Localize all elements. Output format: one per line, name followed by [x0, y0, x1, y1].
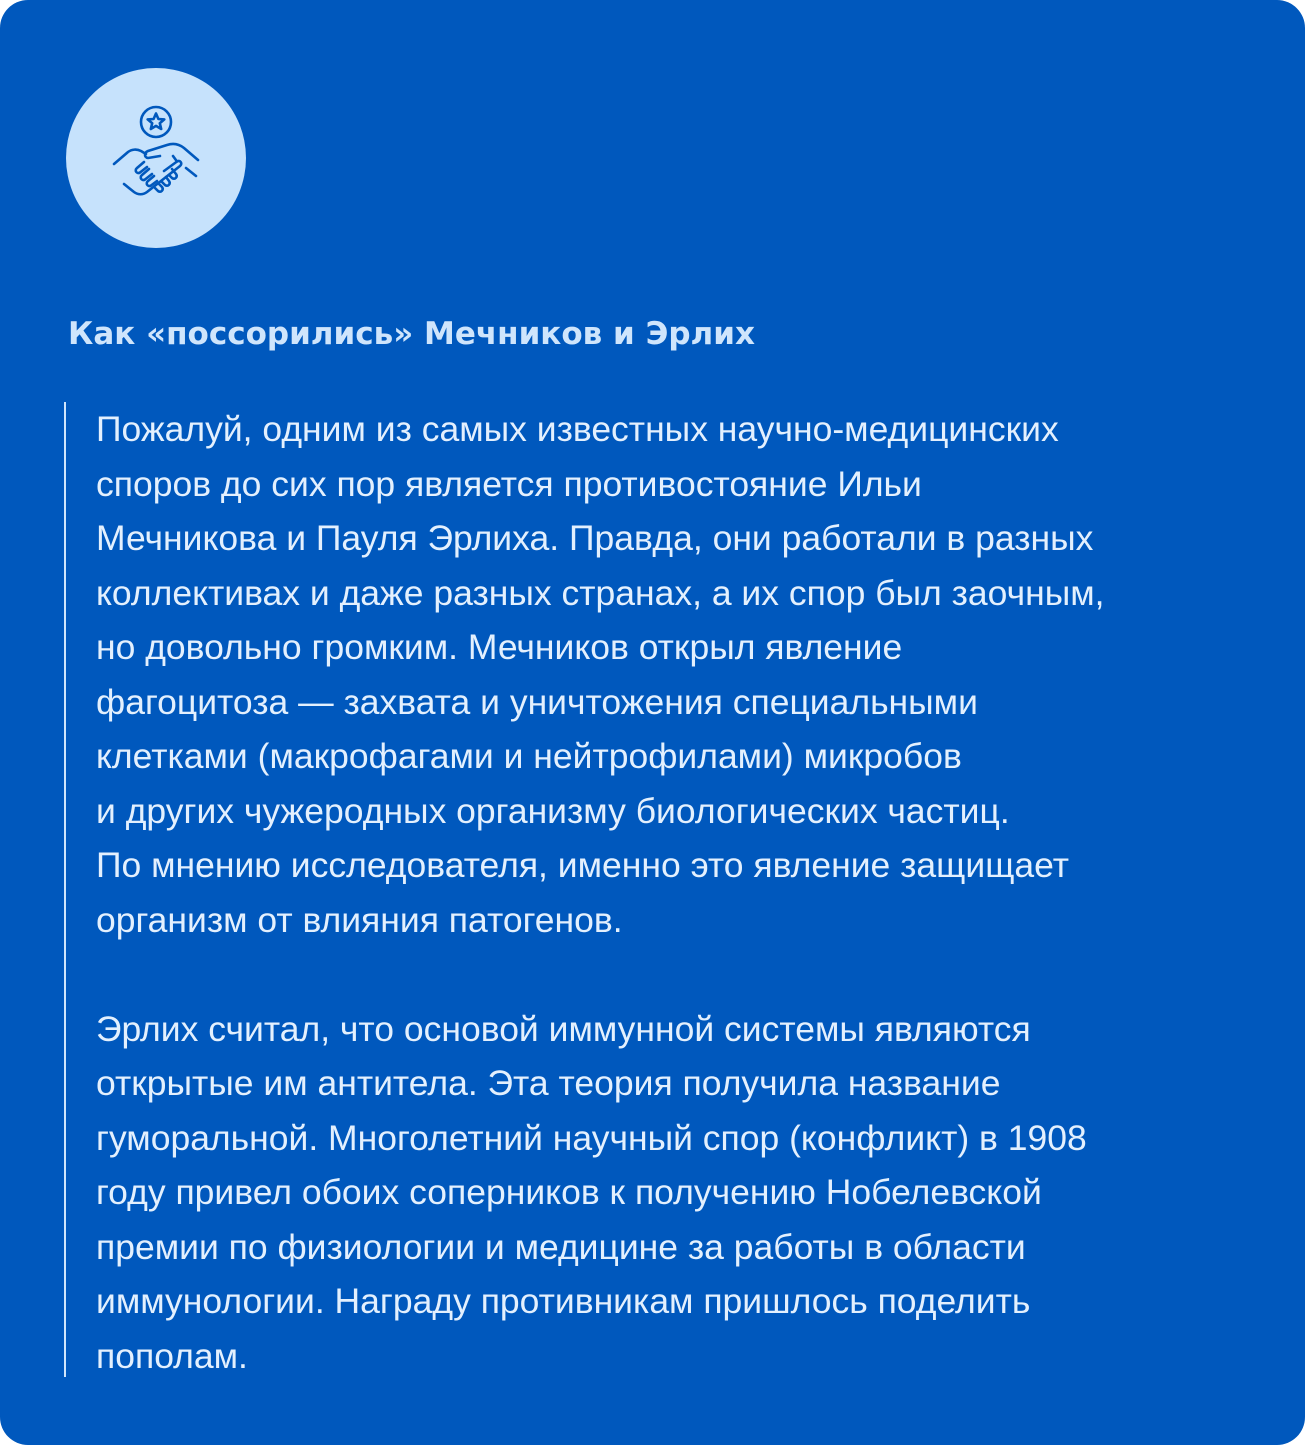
text-line: клетками (макрофагами и нейтрофилами) микробов — [96, 736, 962, 776]
text-line: году привел обоих соперников к получению Нобелевской — [96, 1172, 1042, 1212]
text-line: пополам. — [96, 1335, 248, 1376]
handshake-star-icon — [66, 68, 246, 248]
text-line: Эрлих считал, что основой иммунной системы являются — [96, 1008, 1031, 1049]
quote-block — [64, 402, 1264, 1377]
text-line: фагоцитоза — захвата и уничтожения специальными — [96, 681, 978, 722]
text-line: иммунологии. Награду противникам пришлось поделить — [96, 1281, 1031, 1321]
text-line: открытые им антитела. Эта теория получила название — [96, 1063, 1001, 1103]
text-line: гуморальной. Многолетний научный спор (конфликт) в 1908 — [96, 1117, 1087, 1158]
paragraph-2 — [96, 1002, 1264, 1384]
text-line: организм от влияния патогенов. — [96, 899, 623, 940]
text-line: споров до сих пор является противостояние Ильи — [96, 463, 922, 504]
text-line: По мнению исследователя, именно это явление защищает — [96, 845, 1069, 885]
text-line: Пожалуй, одним из самых известных научно-медицинских — [96, 409, 1059, 449]
text-line: Мечникова и Пауля Эрлиха. Правда, они работали в разных — [96, 518, 1094, 558]
paragraph-1 — [96, 402, 1264, 947]
text-line: и других чужеродных организму биологических частиц. — [96, 790, 1010, 831]
text-line: премии по физиологии и медицине за работы в области — [96, 1226, 1026, 1267]
text-line: но довольно громким. Мечников открыл явление — [96, 627, 903, 667]
text-line: коллективах и даже разных странах, а их спор был заочным, — [96, 572, 1105, 613]
page-title: Как «поссорились» Мечников и Эрлих — [68, 316, 755, 352]
